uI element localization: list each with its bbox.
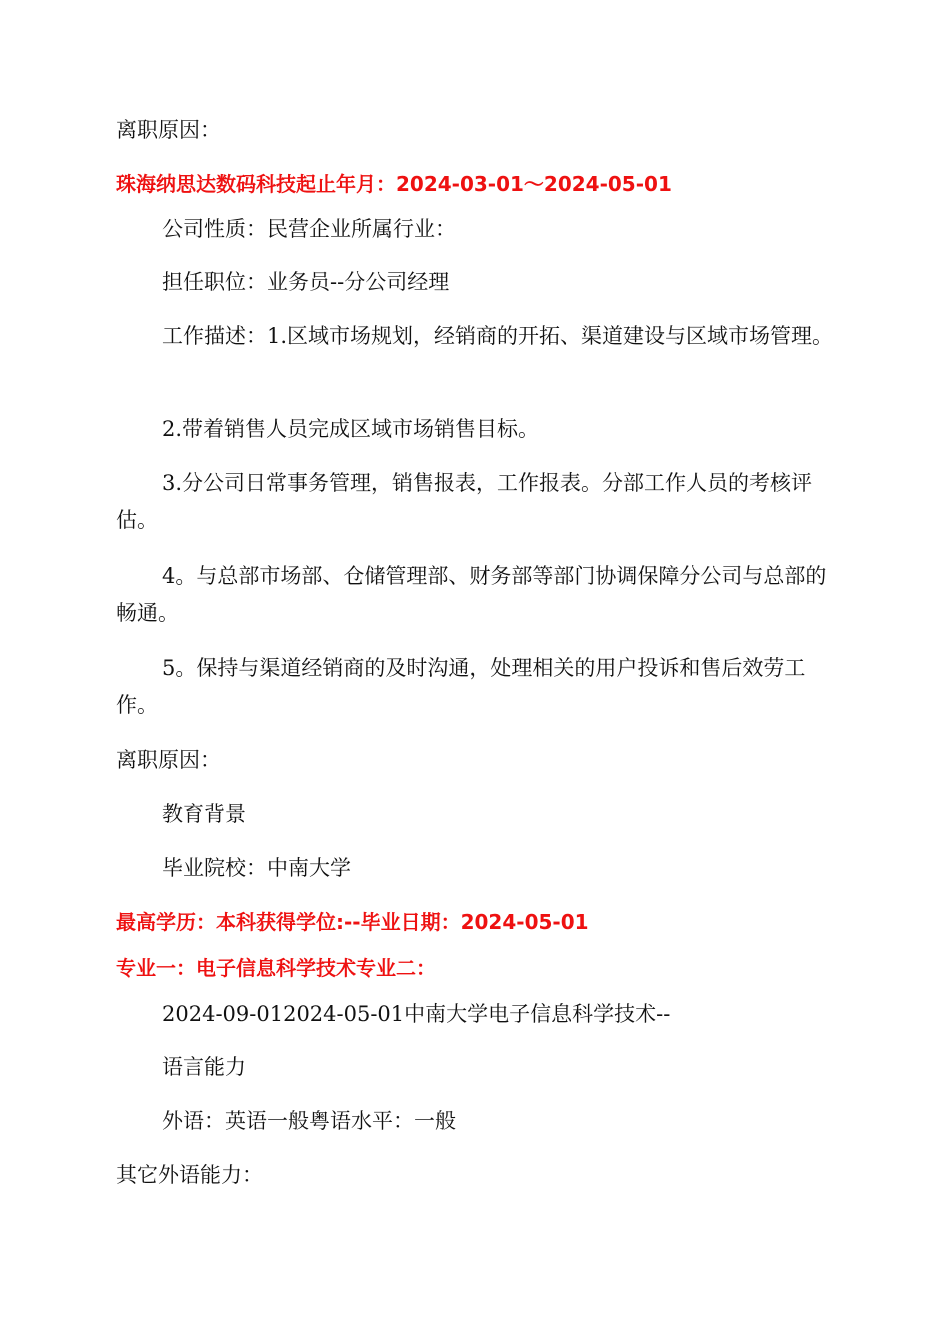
foreign-language: 外语：英语一般粤语水平：一般 [162,1109,456,1133]
education-section-title: 教育背景 [162,802,246,826]
job-duty-1: 工作描述：1.区域市场规划，经销商的开拓、渠道建设与区域市场管理。 [162,324,834,348]
position-title: 担任职位：业务员--分公司经理 [162,270,450,294]
company-heading: 珠海纳思达数码科技起止年月：2024-03-01～2024-05-01 [116,172,672,196]
leave-reason-label: 离职原因： [116,118,221,142]
language-section-title: 语言能力 [162,1055,246,1079]
leave-reason-label-2: 离职原因： [116,748,221,772]
study-record: 2024-09-012024-05-01中南大学电子信息科学技术-- [162,1002,671,1026]
company-nature: 公司性质：民营企业所属行业： [162,217,456,241]
graduation-school: 毕业院校：中南大学 [162,856,351,880]
major-info: 专业一：电子信息科学技术专业二： [116,956,436,980]
job-duty-5: 5。保持与渠道经销商的及时沟通，处理相关的用户投诉和售后效劳工作。 [116,656,806,717]
degree-info: 最高学历：本科获得学位:--毕业日期：2024-05-01 [116,910,589,934]
other-language: 其它外语能力： [116,1163,263,1187]
job-duty-4: 4。与总部市场部、仓储管理部、财务部等部门协调保障分公司与总部的畅通。 [116,564,827,625]
job-duty-2: 2.带着销售人员完成区域市场销售目标。 [162,417,540,441]
job-duty-3: 3.分公司日常事务管理，销售报表，工作报表。分部工作人员的考核评估。 [116,471,813,532]
